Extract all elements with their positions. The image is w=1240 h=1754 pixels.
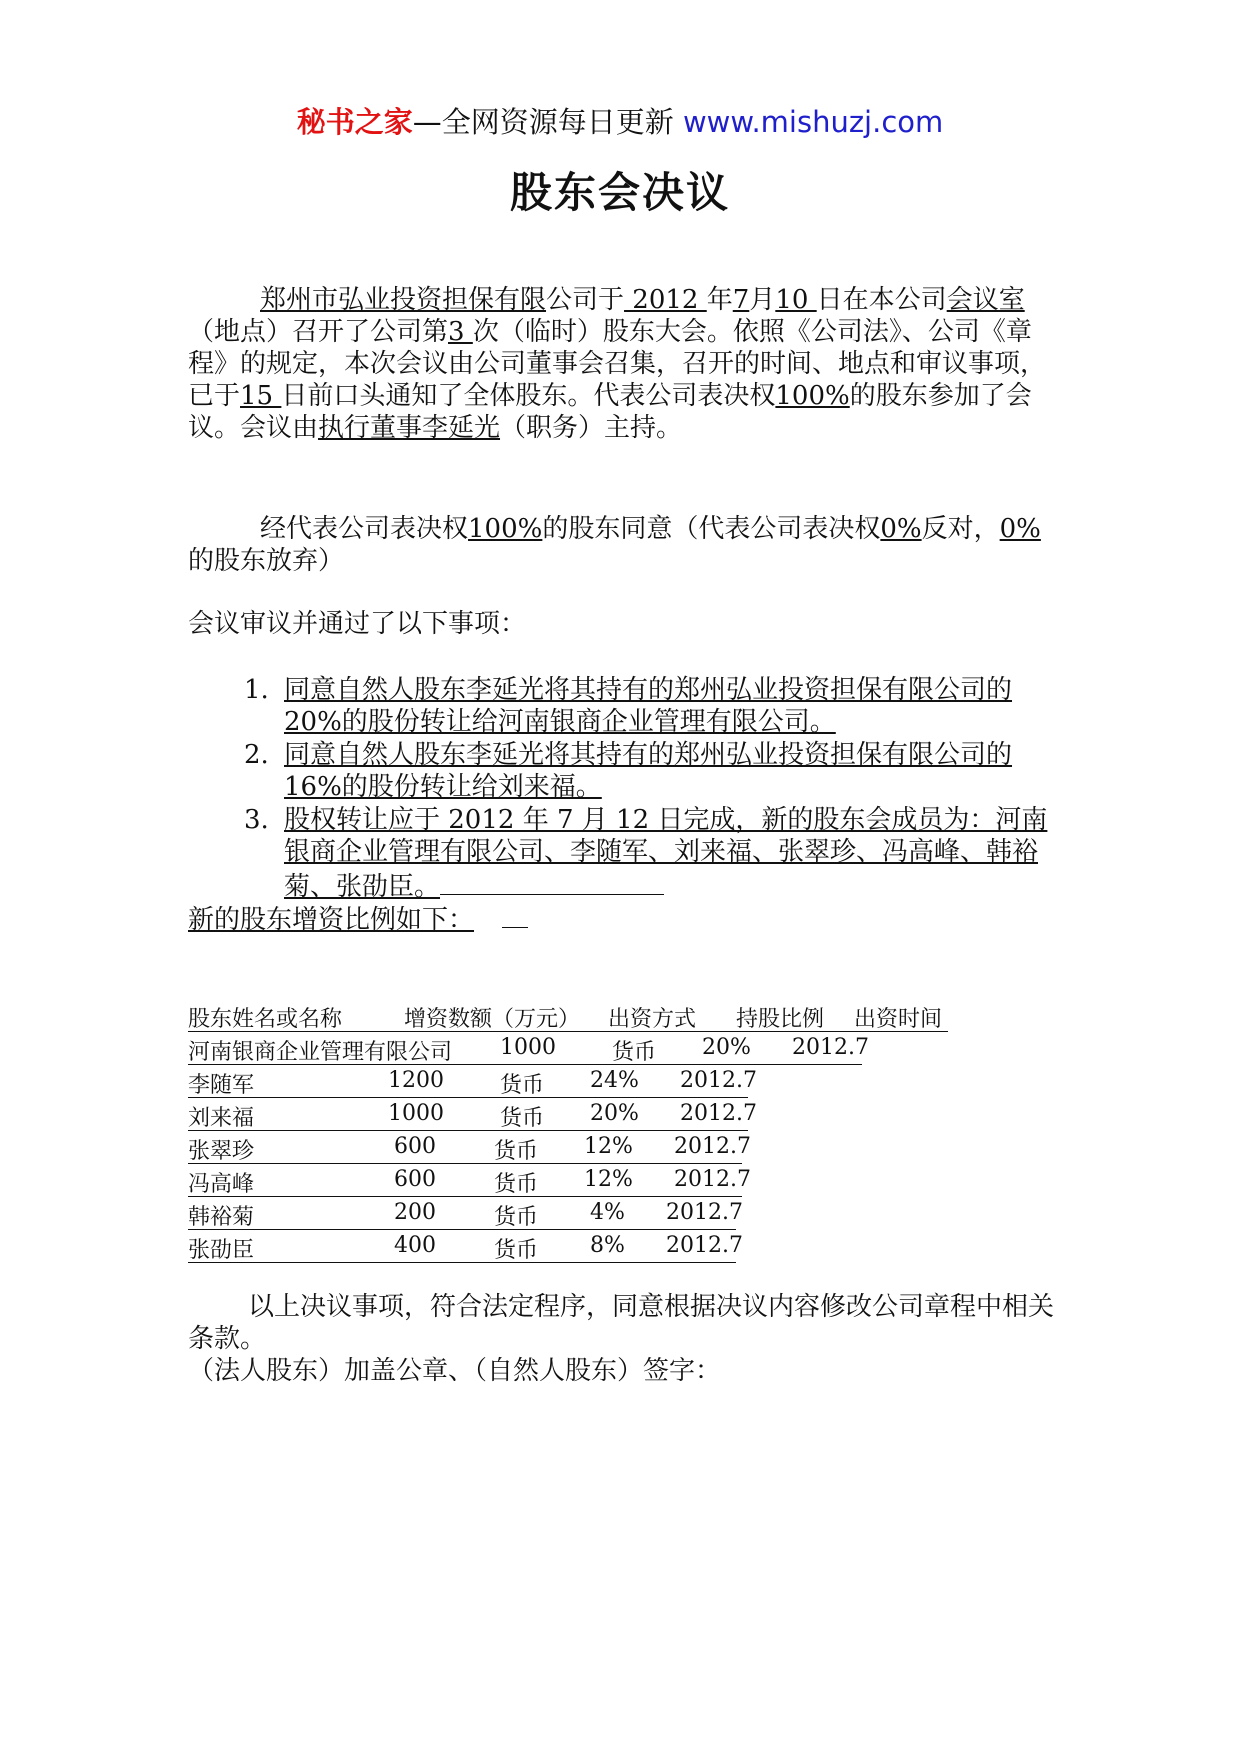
resolution-text: 同意自然人股东李延光将其持有的郑州弘业投资担保有限公司的 20%的股份转让给河南银商企业管理有限公司。	[284, 675, 1013, 737]
p1-text-3: 月	[749, 285, 776, 315]
resolution-number: 3.	[244, 805, 269, 835]
p1-text-4: 日在本公司	[816, 285, 947, 315]
subhead-text: 新的股东增资比例如下：	[188, 905, 475, 935]
attend-percent: 100%	[775, 381, 850, 411]
meeting-place: 会议室	[946, 285, 1025, 315]
document-title: 股东会决议	[509, 168, 730, 217]
table-header: 出资时间	[854, 1007, 943, 1032]
shareholder-table	[188, 999, 948, 1263]
resolution-text: 股权转让应于 2012 年 7 月 12 日完成，新的股东会成员为：河南银商企业管理有限公司、李随军、刘来福、张翠珍、冯高峰、韩裕菊、张劭臣。	[284, 805, 1048, 902]
list-item	[188, 739, 1062, 803]
table-header: 增资数额（万元）	[404, 1007, 581, 1032]
p1-text-6: 次（临时）股东大会。依照《公司法》、公司《章程》的规定，本次会议由公司董事会召集，召开的时间、地点和审议事项，已于	[188, 317, 1047, 411]
notice-days: 15	[240, 381, 282, 411]
table-cell: 600	[394, 1167, 436, 1192]
table-cell: 12%	[584, 1167, 633, 1192]
table-cell: 2012.7	[666, 1233, 743, 1258]
p1-text-7: 日前口头通知了全体股东。代表公司表决权	[281, 381, 776, 411]
table-cell: 李随军	[188, 1073, 255, 1098]
table-cell: 2012.7	[680, 1101, 757, 1126]
table-header: 股东姓名或名称	[188, 1007, 343, 1032]
table-cell: 货币	[494, 1205, 539, 1230]
table-header-row	[188, 999, 948, 1032]
table-cell: 20%	[590, 1101, 639, 1126]
table-row	[188, 1032, 869, 1065]
meeting-year: 2012	[624, 285, 707, 315]
table-cell: 河南银商企业管理有限公司	[188, 1040, 453, 1065]
table-cell: 冯高峰	[188, 1172, 255, 1197]
company-name: 郑州市弘业投资担保有限	[260, 285, 547, 315]
table-cell: 2012.7	[666, 1200, 743, 1225]
table-row	[188, 1131, 751, 1164]
p2-text-2: 的股东同意（代表公司表决权	[542, 514, 881, 544]
closing-section	[188, 1291, 1062, 1387]
table-row	[188, 1197, 743, 1230]
underline-fill	[502, 901, 528, 928]
capital-increase-heading	[188, 901, 528, 936]
meeting-month: 7	[732, 285, 750, 315]
table-cell: 货币	[500, 1073, 545, 1098]
resolution-number: 1.	[244, 675, 269, 705]
p1-text-5: （地点）召开了公司第	[188, 317, 449, 347]
table-cell: 1200	[388, 1068, 444, 1093]
table-row	[188, 1164, 751, 1197]
table-row	[188, 1230, 743, 1263]
p2-text-1: 经代表公司表决权	[260, 514, 469, 544]
p2-text-4: 的股东放弃）	[188, 546, 345, 576]
p1-text-2: 年	[706, 285, 733, 315]
oppose-percent: 0%	[880, 514, 922, 544]
signature-line: （法人股东）加盖公章、（自然人股东）签字：	[188, 1356, 722, 1386]
table-cell: 2012.7	[680, 1068, 757, 1093]
vote-paragraph	[188, 513, 1062, 577]
table-cell: 货币	[494, 1139, 539, 1164]
meeting-paragraph	[188, 284, 1062, 444]
table-cell: 1000	[500, 1035, 556, 1060]
table-header: 出资方式	[608, 1007, 697, 1032]
closing-statement: 以上决议事项，符合法定程序，同意根据决议内容修改公司章程中相关条款。	[188, 1292, 1055, 1354]
p2-text-3: 反对，	[921, 514, 1000, 544]
table-cell: 600	[394, 1134, 436, 1159]
table-cell: 2012.7	[674, 1167, 751, 1192]
underline-fill	[440, 868, 664, 895]
table-cell: 20%	[702, 1035, 751, 1060]
banner-brand: 秘书之家	[296, 105, 413, 139]
table-cell: 12%	[584, 1134, 633, 1159]
p1-text-1: 公司于	[546, 285, 625, 315]
resolution-number: 2.	[244, 740, 269, 770]
site-banner	[0, 100, 1240, 141]
table-cell: 1000	[388, 1101, 444, 1126]
table-cell: 韩裕菊	[188, 1205, 255, 1230]
resolutions-intro: 会议审议并通过了以下事项：	[188, 609, 527, 639]
banner-url-link[interactable]: www.mishuzj.com	[682, 105, 944, 139]
resolution-list	[188, 674, 1062, 904]
agree-percent: 100%	[468, 514, 543, 544]
list-item	[188, 674, 1062, 738]
table-cell: 4%	[590, 1200, 625, 1225]
banner-slogan: —全网资源每日更新	[412, 105, 674, 139]
table-cell: 2012.7	[674, 1134, 751, 1159]
table-cell: 刘来福	[188, 1106, 255, 1131]
table-cell: 400	[394, 1233, 436, 1258]
p1-text-9: （职务）主持。	[500, 413, 683, 443]
meeting-session: 3	[448, 317, 473, 347]
table-cell: 货币	[494, 1238, 539, 1263]
table-cell: 8%	[590, 1233, 625, 1258]
p1-text-8: 的股东参加了会议。会议由	[188, 381, 1032, 443]
table-row	[188, 1065, 757, 1098]
meeting-chair: 执行董事李延光	[318, 413, 501, 443]
list-item	[188, 804, 1062, 903]
table-cell: 24%	[590, 1068, 639, 1093]
resolution-text: 同意自然人股东李延光将其持有的郑州弘业投资担保有限公司的 16%的股份转让给刘来福。	[284, 740, 1013, 802]
table-cell: 张劭臣	[188, 1238, 255, 1263]
table-cell: 2012.7	[792, 1035, 869, 1060]
abstain-percent: 0%	[999, 514, 1041, 544]
table-cell: 200	[394, 1200, 436, 1225]
table-cell: 张翠珍	[188, 1139, 255, 1164]
table-header: 持股比例	[736, 1007, 825, 1032]
table-cell: 货币	[500, 1106, 545, 1131]
table-cell: 货币	[494, 1172, 539, 1197]
meeting-day: 10	[775, 285, 817, 315]
table-row	[188, 1098, 757, 1131]
table-cell: 货币	[612, 1040, 657, 1065]
